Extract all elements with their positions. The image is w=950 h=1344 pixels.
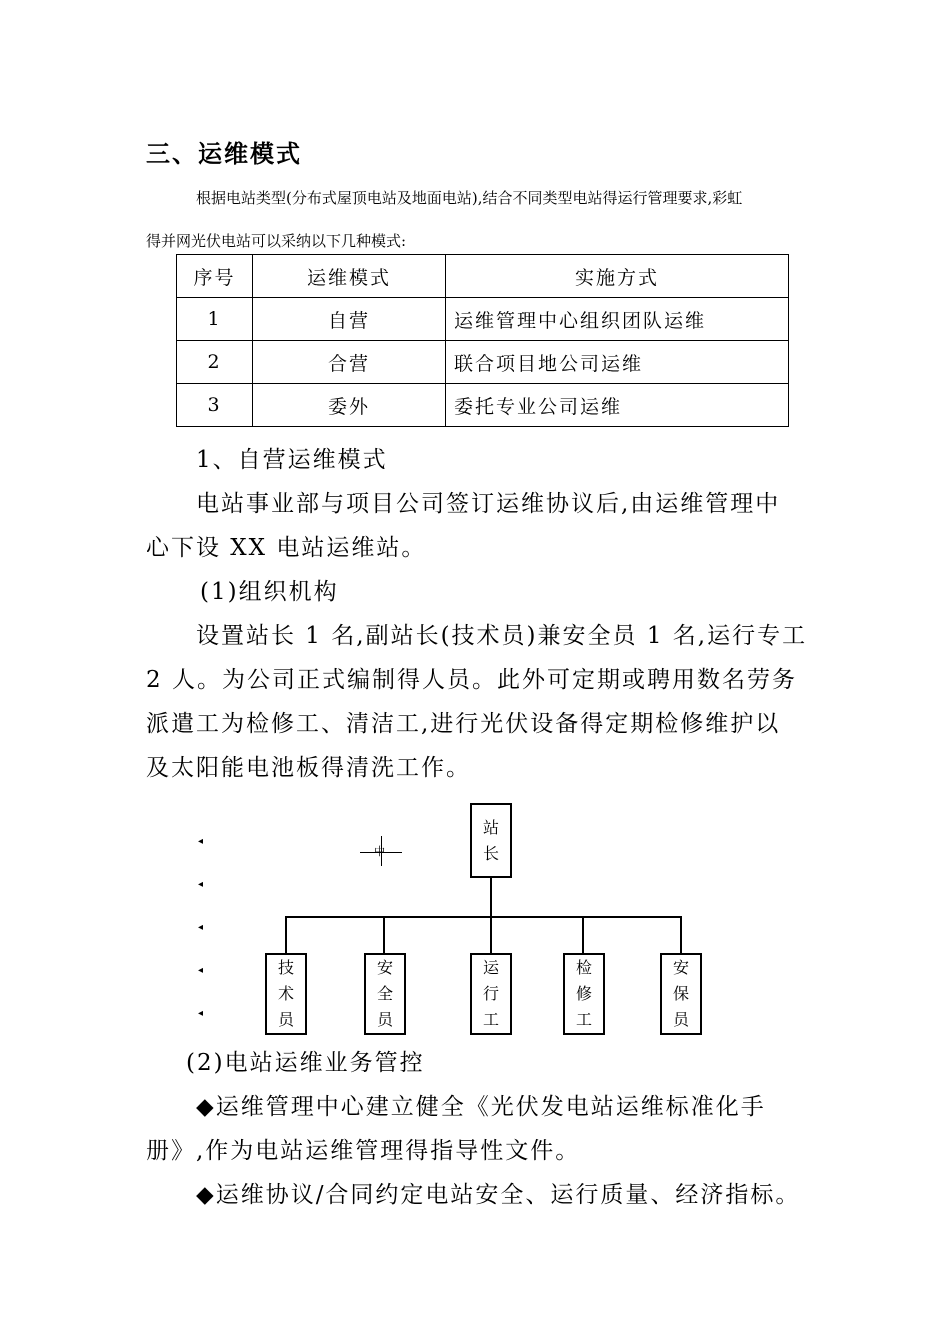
bullet-arrow-icon: ◂ [198, 965, 204, 976]
org-child-char: 技 [277, 958, 294, 977]
table-cell: 联合项目地公司运维 [446, 341, 789, 384]
table-cell: 1 [177, 298, 253, 341]
section1-para2-line2: 2 人。为公司正式编制得人员。此外可定期或聘用数名劳务 [146, 667, 797, 693]
org-child-char: 员 [672, 1010, 689, 1029]
table-cell: 委托专业公司运维 [446, 384, 789, 427]
section1-para2-line3: 派遣工为检修工、清洁工,进行光伏设备得定期检修维护以 [146, 711, 781, 737]
org-child-char: 员 [277, 1010, 294, 1029]
org-connector [680, 916, 682, 954]
org-child-char: 修 [575, 984, 592, 1003]
table-cell: 自营 [253, 298, 446, 341]
table-cell: 运维管理中心组织团队运维 [446, 298, 789, 341]
section2-bullet2: ◆运维协议/合同约定电站安全、运行质量、经济指标。 [196, 1182, 801, 1208]
intro-line-2: 得并网光伏电站可以采纳以下几种模式: [146, 232, 407, 250]
org-child-box [265, 953, 307, 1035]
table-row [177, 341, 789, 384]
org-child-char: 安 [672, 958, 689, 977]
crosshair-label: 中 [374, 845, 385, 858]
table-row [177, 298, 789, 341]
section-heading: 三、运维模式 [146, 140, 302, 168]
bullet-arrow-icon: ◂ [198, 922, 204, 933]
section2-title: (2)电站运维业务管控 [186, 1050, 425, 1076]
section2-bullet1-line2: 册》,作为电站运维管理得指导性文件。 [146, 1138, 581, 1164]
modes-table [176, 254, 789, 427]
bullet-arrow-icon: ◂ [198, 836, 204, 847]
table-header-row [177, 255, 789, 298]
bullet-arrow-icon: ◂ [198, 879, 204, 890]
org-child-char: 全 [376, 984, 393, 1003]
section1-title: 1、自营运维模式 [196, 447, 388, 473]
org-root-char: 长 [482, 843, 499, 863]
table-cell: 2 [177, 341, 253, 384]
org-child-char: 工 [482, 1010, 499, 1029]
table-cell: 合营 [253, 341, 446, 384]
section2-bullet1-line1: ◆运维管理中心建立健全《光伏发电站运维标准化手 [196, 1094, 766, 1120]
org-child-char: 术 [277, 984, 294, 1003]
org-child-box [563, 953, 605, 1035]
org-connector [285, 916, 682, 918]
table-header: 运维模式 [253, 255, 446, 298]
section1-para2-line1: 设置站长 1 名,副站长(技术员)兼安全员 1 名,运行专工 [196, 623, 808, 649]
table-row [177, 384, 789, 427]
org-connector [490, 878, 492, 917]
org-root-box [470, 803, 512, 878]
org-child-box [364, 953, 406, 1035]
intro-line-1: 根据电站类型(分布式屋顶电站及地面电站),结合不同类型电站得运行管理要求,彩虹 [196, 189, 743, 207]
org-child-char: 安 [376, 958, 393, 977]
org-child-char: 保 [672, 984, 689, 1003]
org-child-box [470, 953, 512, 1035]
table-cell: 3 [177, 384, 253, 427]
org-child-char: 工 [575, 1010, 592, 1029]
org-child-char: 运 [482, 958, 499, 977]
org-connector [383, 916, 385, 954]
org-connector [285, 916, 287, 954]
table-header: 序号 [177, 255, 253, 298]
org-child-box [660, 953, 702, 1035]
section1-para1-line1: 电站事业部与项目公司签订运维协议后,由运维管理中 [196, 491, 781, 517]
org-child-char: 检 [575, 958, 592, 977]
org-connector [582, 916, 584, 954]
org-child-char: 行 [482, 984, 499, 1003]
table-cell: 委外 [253, 384, 446, 427]
section1-subheading: (1)组织机构 [200, 579, 339, 605]
section1-para2-line4: 及太阳能电池板得清洗工作。 [146, 755, 471, 781]
bullet-arrow-icon: ◂ [198, 1008, 204, 1019]
section1-para1-line2: 心下设 XX 电站运维站。 [146, 535, 427, 561]
org-connector [490, 916, 492, 954]
org-child-char: 员 [376, 1010, 393, 1029]
table-header: 实施方式 [446, 255, 789, 298]
org-root-char: 站 [482, 817, 499, 837]
